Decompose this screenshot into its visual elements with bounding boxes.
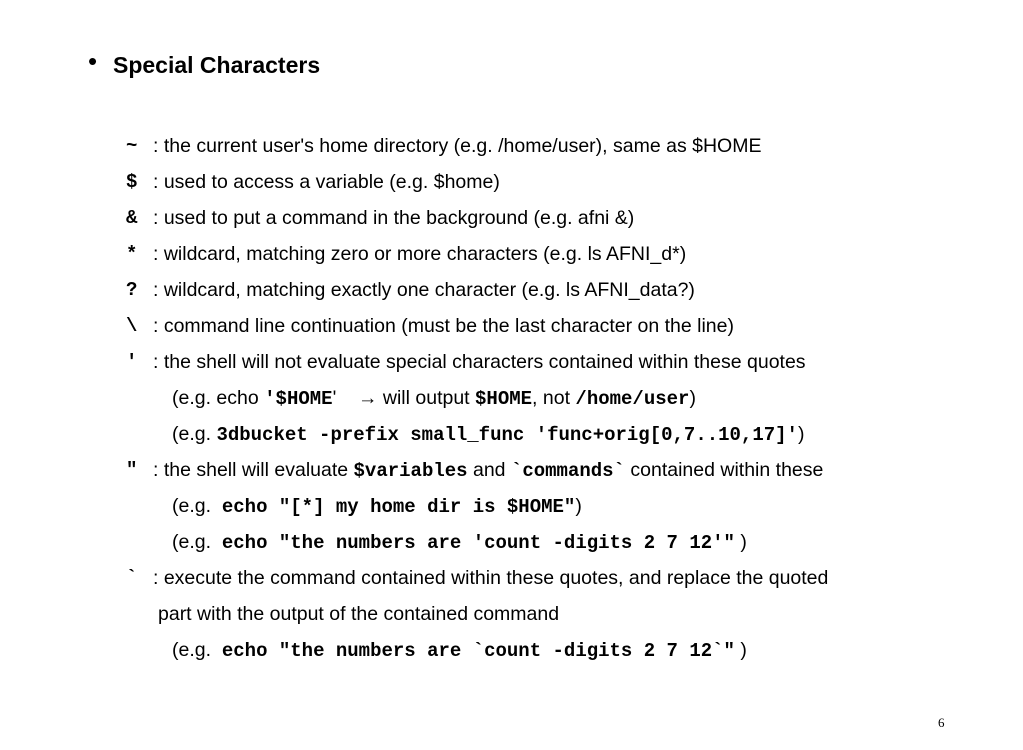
page-number: 6 [938,715,945,730]
symbol-dollar: $ [126,171,138,193]
item-description: : wildcard, matching zero or more characters (e.g. ls AFNI_d*) [153,243,687,265]
code-commands: `commands` [510,460,625,482]
item-description: part with the output of the contained command [158,603,560,625]
example-prefix: (e.g. echo [172,387,265,409]
code-variables: $variables [353,460,468,482]
item-description: : the shell will not evaluate special characters contained within these quotes [153,351,806,373]
example-prefix: (e.g. [172,423,217,445]
example-code: '$HOME [264,388,333,410]
example-quote: ' [332,387,337,409]
example-code: 3dbucket -prefix small_func 'func+orig[0,7..10,17]' [216,424,798,446]
item-description: : command line continuation (must be the last character on the line) [153,315,734,337]
item-description: : execute the command contained within these quotes, and replace the quoted [153,567,829,589]
symbol-single-quote: ' [126,351,138,373]
example-text: will output [377,387,476,409]
symbol-ampersand: & [126,207,138,229]
example-prefix: (e.g. [172,531,217,553]
item-description: : the shell will evaluate [153,459,354,481]
example-close: ) [575,495,582,517]
symbol-double-quote: " [126,459,138,481]
arrow-right-icon: → [357,387,378,409]
symbol-tilde: ~ [126,135,138,157]
heading-bullet: • [88,46,98,76]
example-prefix: (e.g. [172,639,217,661]
symbol-asterisk: * [126,243,138,265]
example-output: $HOME [475,388,533,410]
example-close: ) [734,531,747,553]
item-description: and [467,459,511,481]
example-code: echo "the numbers are 'count -digits 2 7 12'" [221,532,735,554]
symbol-backslash: \ [126,315,138,337]
example-code: echo "the numbers are `count -digits 2 7 12`" [221,640,735,662]
example-path: /home/user [575,388,690,410]
item-description: : used to access a variable (e.g. $home) [153,171,500,193]
item-description: : used to put a command in the background (e.g. afni &) [153,207,635,229]
slide-title: Special Characters [113,52,321,78]
example-text: , not [532,387,576,409]
example-close: ) [797,423,805,445]
example-close: ) [734,639,747,661]
example-prefix: (e.g. [172,495,217,517]
item-description: : wildcard, matching exactly one character (e.g. ls AFNI_data?) [153,279,695,301]
symbol-question: ? [126,279,138,301]
example-close: ) [689,387,696,409]
item-description: contained within these [624,459,824,481]
item-description: : the current user's home directory (e.g. /home/user), same as $HOME [153,135,762,157]
example-code: echo "[*] my home dir is $HOME" [221,496,576,518]
symbol-backtick: ` [126,567,138,589]
